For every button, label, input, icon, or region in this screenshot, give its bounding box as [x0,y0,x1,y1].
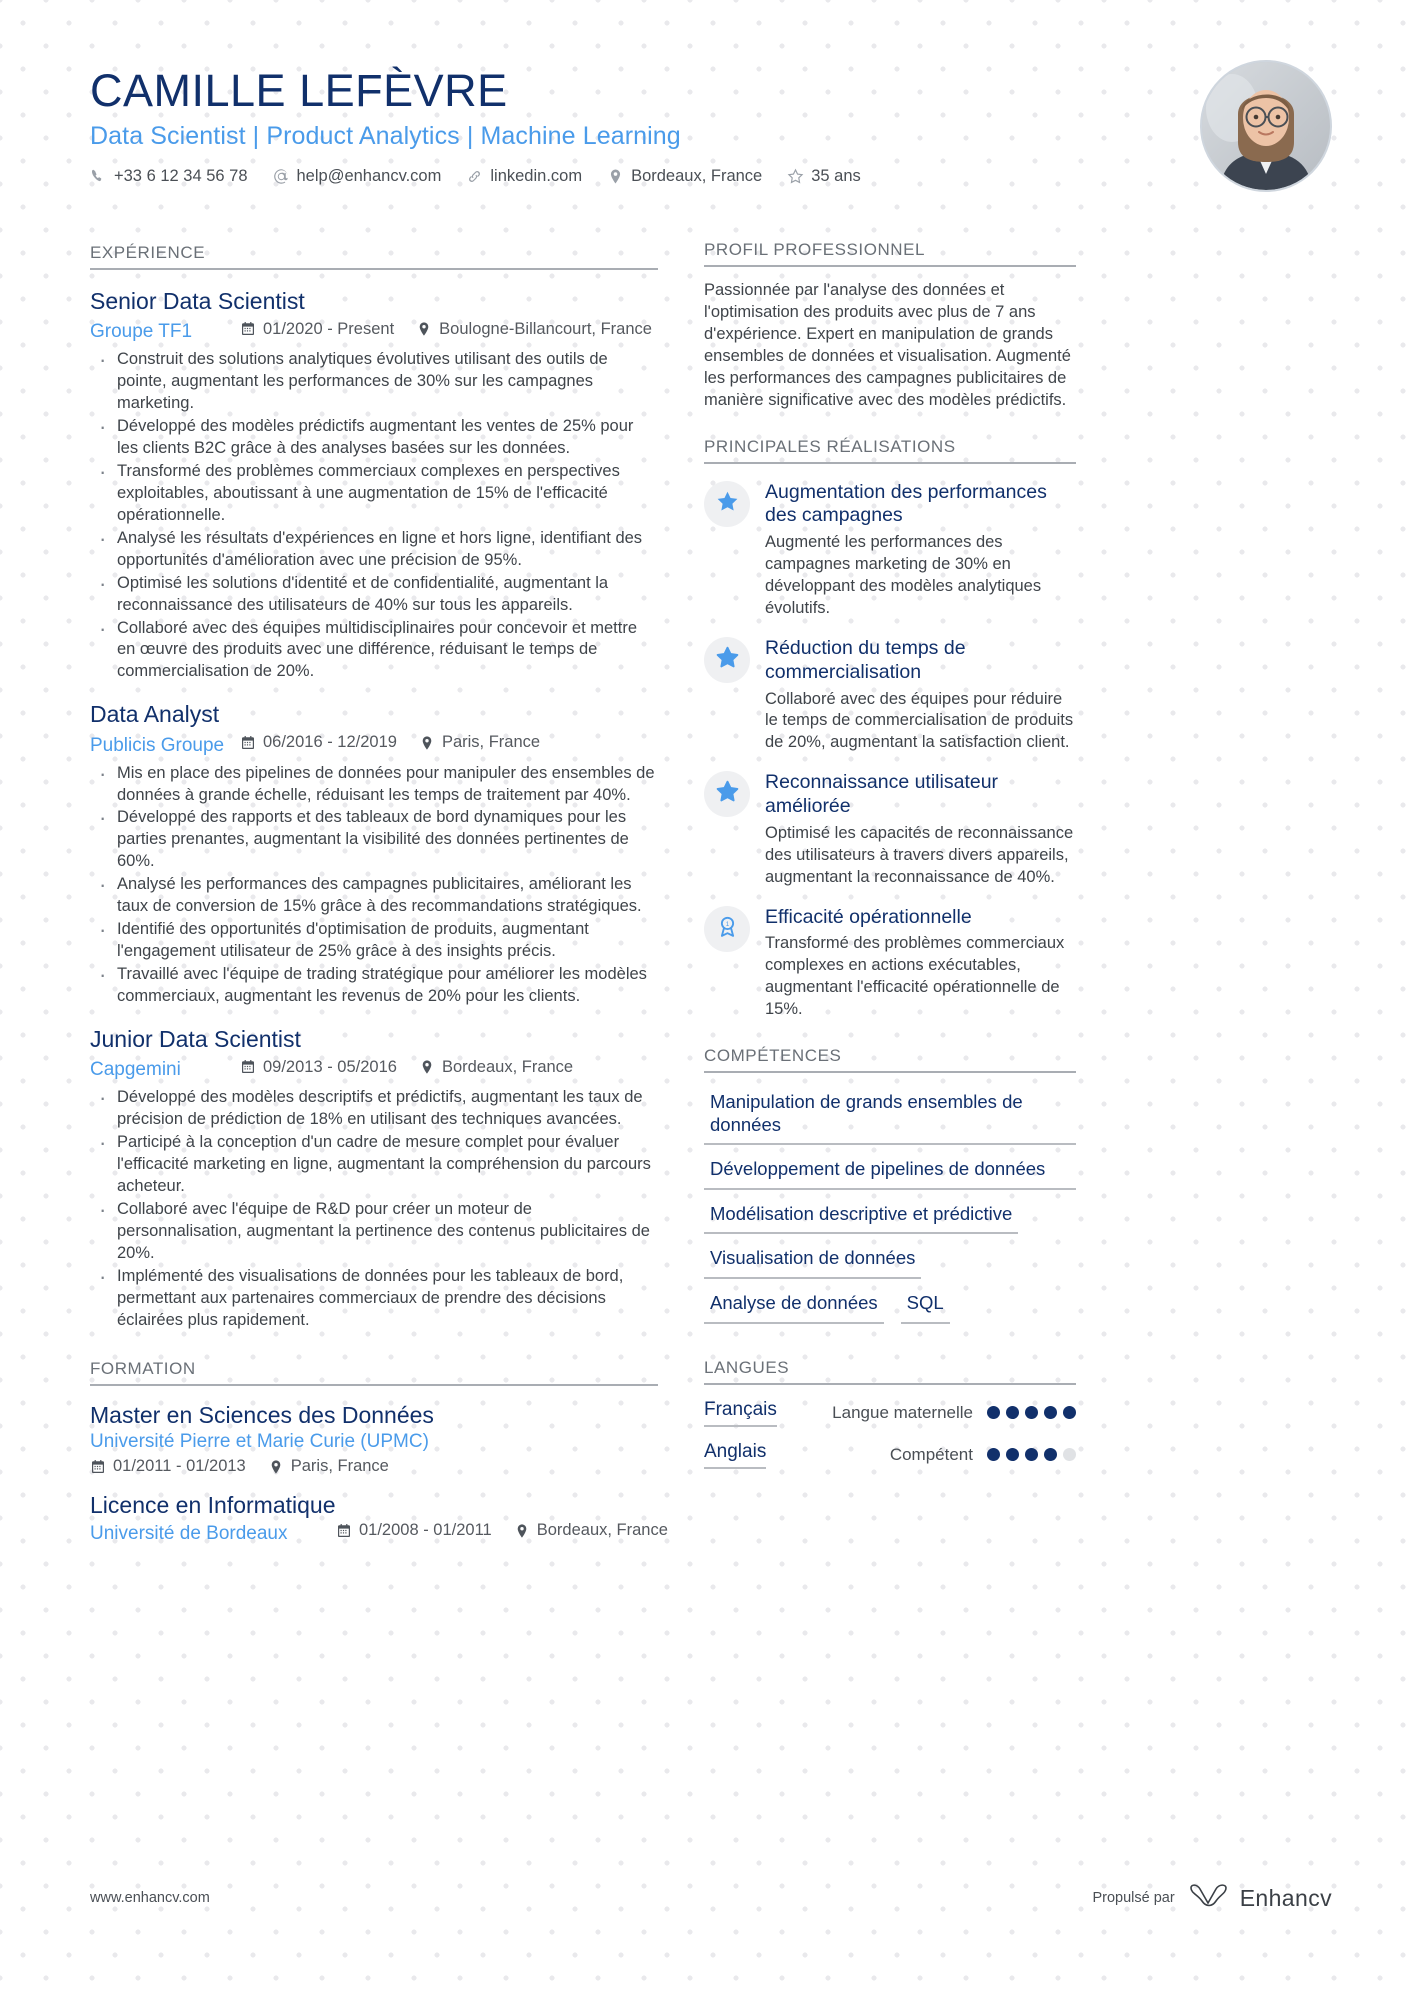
achievement-title: Réduction du temps de commercialisation [765,636,966,683]
rating-dot [987,1406,1000,1419]
contact-text: linkedin.com [490,167,583,185]
bullet-item: · Mis en place des pipelines de données pour manipuler des ensembles de données à grande échelle, réduisant les temps de traitement par 40%. [90,763,658,807]
achievement-body [765,906,1076,1022]
profile-text: Passionnée par l'analyse des données et l'optimisation des produits avec plus de 7 ans d'expérience. Expert en manipulation de grands ensembles de données et visualisation. Augmenté les performances des campagnes publicitaires de manière significative avec des modèles prédictifs. [704,281,1071,409]
bullet-item: · Participé à la conception d'un cadre de mesure complet pour évaluer l'efficacité marketing en ligne, augmentant la compréhension du parcours acheteur. [90,1132,658,1198]
achievement-body [765,637,1076,754]
resume-body [0,205,1410,1545]
education-location [268,1457,389,1476]
job-location [419,1058,573,1077]
job-meta [90,733,658,757]
experience-list [90,287,658,1331]
rating-dot [1025,1406,1038,1419]
bullet-item: · Développé des modèles descriptifs et prédictifs, augmentant les taux de précision de prédiction de 18% en utilisant des techniques avancées. [90,1087,658,1131]
bullet-item: · Développé des rapports et des tableaux de bord dynamiques pour les parties prenantes, augmentant la visibilité des données pertinentes de 60%. [90,807,658,873]
company-name: Groupe TF1 [90,321,193,343]
language-rating-dots [987,1448,1076,1461]
experience-entry [90,1025,658,1332]
achievement-icon-wrapper [704,637,750,683]
contact-item-star[interactable] [787,167,861,186]
calendar-icon [240,735,256,751]
bullet-item: · Implémenté des visualisations de données pour les tableaux de bord, permettant aux partenaires commerciaux de prendre des décisions éclairées plus rapidement. [90,1266,658,1332]
job-title: Senior Data Scientist [90,288,305,314]
phone-icon [90,168,107,185]
job-meta [90,320,658,344]
language-row [704,1441,1076,1469]
language-name: Français [704,1399,777,1427]
rating-dot [1044,1448,1057,1461]
achievement-item [704,906,1076,1022]
calendar-icon [240,1059,256,1075]
language-level-group [890,1445,1076,1465]
bullet-item: · Développé des modèles prédictifs augmentant les ventes de 25% pour les clients B2C grâce à des analyses basées sur les données. [90,416,658,460]
education-school: Université Pierre et Marie Curie (UPMC) [90,1431,429,1453]
education-entry [90,1402,658,1476]
achievement-description: Optimisé les capacités de reconnaissance des utilisateurs à travers divers appareils, augmentant la reconnaissance de 40%. [765,823,1074,886]
education-dates-text: 01/2008 - 01/2011 [359,1521,492,1540]
page-title: CAMILLE LEFÈVRE [90,65,508,116]
enhancv-logo-icon [1188,1883,1230,1913]
star-icon [787,168,804,185]
education-degree: Master en Sciences des Données [90,1402,434,1429]
section-title-education: FORMATION [90,1359,658,1386]
company-name: Publicis Groupe [90,734,225,756]
experience-entry [90,287,658,683]
location-icon [268,1459,284,1475]
skills-list [704,1087,1076,1332]
job-title: Junior Data Scientist [90,1025,301,1052]
location-icon [607,168,624,185]
job-dates-text: 01/2020 - Present [263,319,395,338]
job-dates [240,320,394,339]
languages-list [704,1399,1076,1469]
job-bullets [90,763,658,1008]
achievement-icon-wrapper [704,481,750,527]
left-column [90,215,668,1545]
language-name: Anglais [704,1441,766,1469]
job-bullets [90,349,658,683]
contact-text: Bordeaux, France [631,167,763,185]
rating-dot [1063,1448,1076,1461]
skill-tag: Développement de pipelines de données [704,1154,1076,1190]
contact-item-link[interactable] [466,167,582,186]
calendar-icon [336,1523,352,1539]
bullet-item: · Collaboré avec l'équipe de R&D pour créer un moteur de personnalisation, augmentant la pertinence des contenus publicitaires de 20%. [90,1199,658,1265]
star-half-icon [715,779,740,809]
job-meta [90,1058,658,1082]
bullet-item: · Transformé des problèmes commerciaux complexes en perspectives exploitables, aboutissant à une augmentation de 15% de l'efficacité opérationnelle. [90,461,658,527]
section-title-skills: COMPÉTENCES [704,1046,1076,1073]
education-entry [90,1492,668,1545]
section-title-profile: PROFIL PROFESSIONNEL [704,240,1076,267]
rating-dot [1025,1448,1038,1461]
bullet-item: · Optimisé les solutions d'identité et de confidentialité, augmentant la reconnaissance des utilisateurs de 40% sur tous les appareils. [90,573,658,617]
avatar [1200,60,1332,192]
footer-site[interactable]: www.enhancv.com [90,1890,210,1906]
achievement-item [704,481,1076,620]
job-title: Data Analyst [90,701,220,728]
achievement-description: Augmenté les performances des campagnes marketing de 30% en développant des modèles analytiques évolutifs. [765,533,1042,617]
achievement-title: Efficacité opérationnelle [765,905,972,928]
language-row [704,1399,1076,1427]
rating-dot [1044,1406,1057,1419]
job-dates [240,733,397,752]
achievement-item [704,771,1076,888]
contact-text: 35 ans [811,167,861,185]
bullet-item: · Travaillé avec l'équipe de trading stratégique pour améliorer les modèles commerciaux, augmentant les revenus de 20% pour les clients. [90,964,658,1008]
language-rating-dots [987,1406,1076,1419]
rating-dot [987,1448,1000,1461]
contact-text: +33 6 12 34 56 78 [114,167,248,185]
achievement-body [765,771,1076,888]
achievement-body [765,481,1076,620]
bullet-item: · Identifié des opportunités d'optimisation de produits, augmentant l'engagement utilisateur de 25% grâce à des insights précis. [90,919,658,963]
section-title-experience: EXPÉRIENCE [90,243,658,270]
education-location-text: Bordeaux, France [536,1521,668,1540]
contact-item-phone[interactable] [90,167,248,186]
job-location-text: Bordeaux, France [441,1057,574,1076]
experience-entry [90,700,658,1008]
skill-tag: Visualisation de données [704,1243,921,1279]
achievements-list [704,481,1076,1022]
education-location [514,1521,668,1540]
footer [90,1883,1332,1913]
achievement-icon-wrapper [704,906,750,952]
job-location-text: Boulogne-Billancourt, France [439,319,652,338]
job-dates-text: 09/2013 - 05/2016 [263,1057,397,1076]
enhancv-brand-name: Enhancv [1239,1884,1332,1911]
section-title-achievements: PRINCIPALES RÉALISATIONS [704,437,1076,464]
location-icon [416,321,432,337]
education-list [90,1402,668,1545]
headline: Data Scientist | Product Analytics | Machine Learning [90,122,681,150]
rating-dot [1006,1448,1019,1461]
resume-header [0,0,1410,205]
svg-text:1: 1 [725,920,729,928]
section-title-languages: LANGUES [704,1358,1076,1385]
email-icon [273,168,290,185]
education-location-text: Paris, France [290,1457,389,1476]
bullet-item: · Collaboré avec des équipes multidisciplinaires pour concevoir et mettre en œuvre des produits avec une différence, réduisant le temps de commercialisation de 20%. [90,618,658,684]
job-location-text: Paris, France [441,733,541,752]
job-bullets [90,1087,658,1331]
skill-tag: SQL [901,1288,950,1324]
education-degree: Licence en Informatique [90,1492,336,1519]
calendar-icon [240,321,256,337]
star-half-icon [715,645,740,675]
company-name: Capgemini [90,1059,181,1081]
star-filled-icon [715,489,740,519]
contact-text: help@enhancv.com [296,167,442,185]
rating-dot [1006,1406,1019,1419]
achievement-description: Transformé des problèmes commerciaux complexes en actions exécutables, augmentant l'efficacité opérationnelle de 15%. [765,934,1065,1019]
education-school: Université de Bordeaux [90,1522,288,1544]
enhancv-brand [1188,1883,1332,1913]
skill-tag: Modélisation descriptive et prédictive [704,1199,1018,1235]
achievement-item [704,637,1076,754]
medal-icon [715,914,740,944]
rating-dot [1063,1406,1076,1419]
achievement-title: Augmentation des performances des campagnes [765,480,1047,527]
skill-tag: Analyse de données [704,1288,884,1324]
skill-tag: Manipulation de grands ensembles de données [704,1087,1076,1145]
education-dates-text: 01/2011 - 01/2013 [113,1457,246,1476]
calendar-icon [90,1459,106,1475]
bullet-item: · Analysé les résultats d'expériences en ligne et hors ligne, identifiant des opportunités d'amélioration avec une précision de 95%. [90,528,658,572]
language-level: Langue maternelle [832,1402,973,1422]
language-level: Compétent [889,1444,973,1464]
powered-by [1092,1883,1332,1913]
language-level-group [832,1403,1076,1423]
education-meta [90,1457,658,1476]
job-dates-text: 06/2016 - 12/2019 [263,733,397,752]
job-dates [240,1058,397,1077]
location-icon [514,1523,530,1539]
achievement-title: Reconnaissance utilisateur améliorée [765,771,999,818]
location-icon [419,735,435,751]
achievement-description: Collaboré avec des équipes pour réduire le temps de commercialisation de produits de 20%, augmentant la satisfaction client. [765,689,1074,752]
education-dates [90,1457,246,1476]
bullet-item: · Construit des solutions analytiques évolutives utilisant des outils de pointe, augmentant les performances de 30% sur les campagnes marketing. [90,349,658,415]
contact-item-email[interactable] [273,167,442,186]
job-location [419,733,540,752]
bullet-item: · Analysé les performances des campagnes publicitaires, améliorant les taux de conversion de 15% grâce à des recommandations stratégiques. [90,874,658,918]
job-location [416,320,652,339]
location-icon [419,1059,435,1075]
right-column [704,215,1076,1545]
link-icon [466,168,483,185]
achievement-icon-wrapper [704,771,750,817]
education-dates [336,1521,492,1540]
contact-item-location[interactable] [607,167,762,186]
contact-row [90,167,1332,186]
education-meta [90,1521,668,1545]
powered-by-label: Propulsé par [1092,1890,1175,1906]
